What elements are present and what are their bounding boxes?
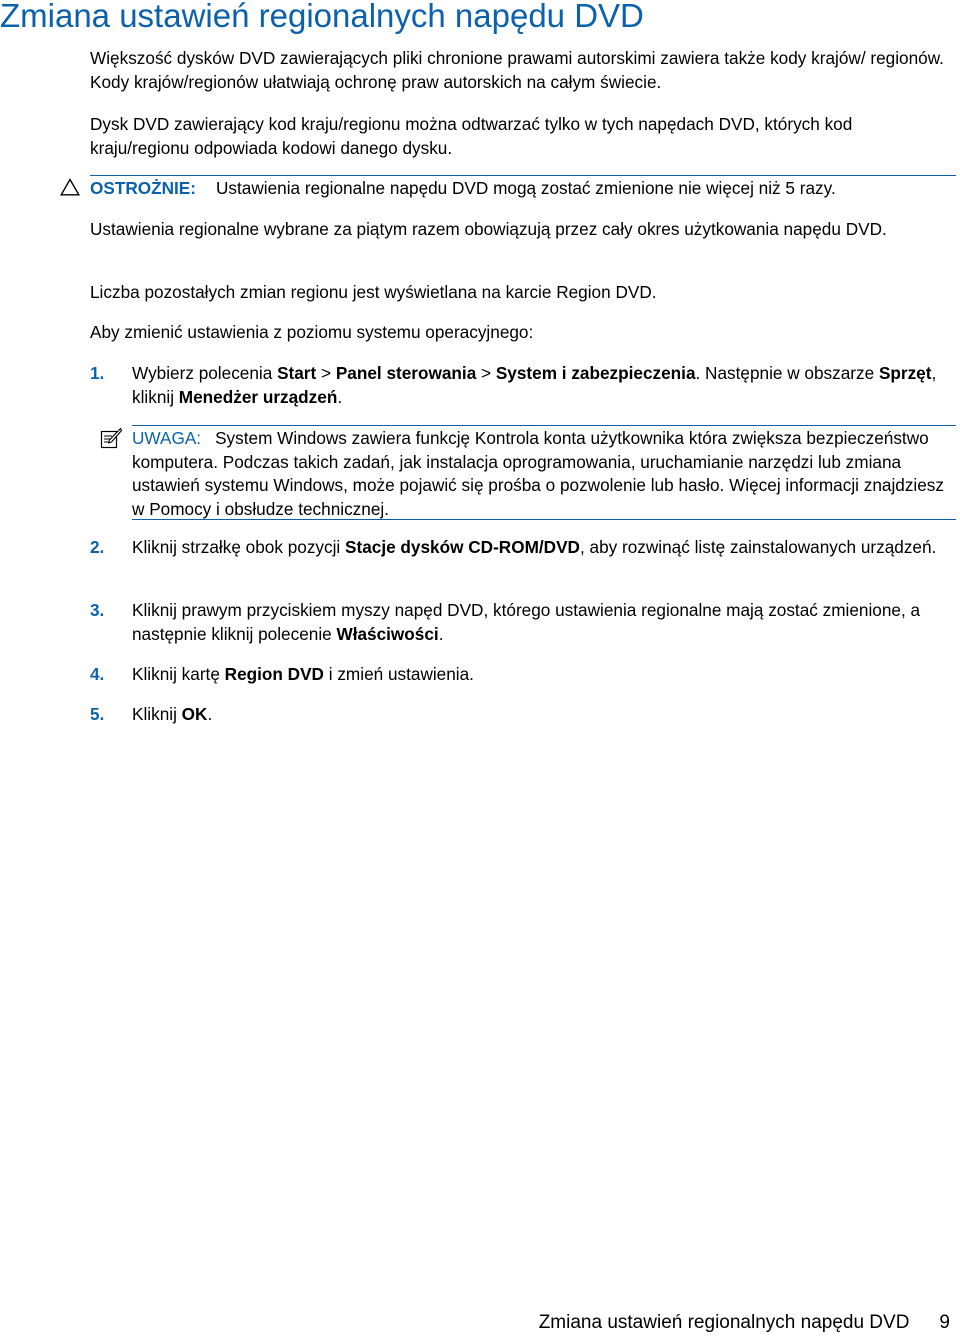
- paragraph-fifth-change: Ustawienia regionalne wybrane za piątym razem obowiązują przez cały okres użytkowania napędu DVD.: [90, 219, 887, 239]
- caution-triangle-icon: [60, 178, 80, 196]
- caution-box: [60, 173, 956, 207]
- step-text: i zmień ustawienia.: [323, 664, 474, 684]
- step-text: .: [207, 704, 213, 724]
- step-text: >: [476, 363, 496, 383]
- step-text: , kliknij: [132, 363, 937, 407]
- note-label: UWAGA:: [132, 428, 202, 448]
- ui-term-device-manager: Menedżer urządzeń: [178, 386, 338, 407]
- step-text: Kliknij: [132, 704, 182, 724]
- ui-term-system-security: System i zabezpieczenia: [495, 363, 696, 383]
- step-text: >: [316, 363, 336, 383]
- step-text: Wybierz polecenia: [132, 363, 278, 383]
- step-number: 3.: [90, 600, 105, 620]
- note-rule-top: [132, 425, 956, 426]
- ui-term-hardware: Sprzęt: [878, 363, 932, 383]
- step-text: Kliknij kartę: [132, 664, 225, 684]
- ui-term-properties: Właściwości: [336, 623, 439, 644]
- step-4-text: [132, 663, 956, 687]
- caution-text-line: [90, 177, 836, 201]
- ui-term-start: Start: [277, 363, 317, 383]
- paragraph-remaining-changes: Liczba pozostałych zmian regionu jest wyświetlana na karcie Region DVD.: [90, 282, 657, 302]
- note-text-block: [132, 427, 956, 521]
- step-text: .: [438, 623, 444, 644]
- ui-term-control-panel: Panel sterowania: [335, 363, 477, 383]
- ui-term-cdrom-drives: Stacje dysków CD-ROM/DVD: [345, 537, 580, 557]
- step-text: , aby rozwinąć listę zainstalowanych urządzeń.: [579, 537, 937, 557]
- caution-rule: [90, 175, 956, 176]
- caution-label: OSTROŻNIE:: [90, 178, 196, 198]
- note-rule-bottom: [132, 519, 956, 520]
- step-text: . Następnie w obszarze: [695, 363, 879, 383]
- paragraph-intro: Większość dysków DVD zawierających pliki chronione prawami autorskimi zawiera także kody krajów/ regionów. Kody krajów/regionów ułatwiają ochronę praw autorskich na całym świecie.: [90, 48, 944, 92]
- step-number: 1.: [90, 363, 105, 383]
- footer-title: Zmiana ustawień regionalnych napędu DVD: [538, 1312, 910, 1333]
- page-number: 9: [939, 1312, 950, 1333]
- page-footer: [539, 1310, 950, 1336]
- step-3-text: [132, 599, 956, 646]
- step-5-text: [132, 703, 956, 727]
- page-title: Zmiana ustawień regionalnych napędu DVD: [0, 0, 644, 34]
- step-1-text: [132, 362, 956, 409]
- step-text: .: [337, 386, 343, 407]
- paragraph-disc-region: Dysk DVD zawierający kod kraju/regionu można odtwarzać tylko w tych napędach DVD, których kod kraju/regionu odpowiada kodowi danego dysku.: [90, 114, 853, 158]
- step-2-text: [132, 536, 956, 560]
- step-text: Kliknij prawym przyciskiem myszy napęd DVD, którego ustawienia regionalne mają zostać zmienione, a następnie kliknij polecenie: [132, 600, 921, 644]
- step-number: 2.: [90, 537, 105, 557]
- ui-term-ok: OK: [181, 704, 208, 724]
- note-pencil-icon: [100, 427, 122, 449]
- caution-text: Ustawienia regionalne napędu DVD mogą zostać zmienione nie więcej niż 5 razy.: [216, 178, 836, 198]
- step-number: 4.: [90, 664, 105, 684]
- ui-term-region-dvd: Region DVD: [224, 664, 324, 684]
- step-number: 5.: [90, 704, 105, 724]
- note-text: System Windows zawiera funkcję Kontrola konta użytkownika która zwiększa bezpieczeństwo komputera. Podczas takich zadań, jak instalacja oprogramowania, uruchamianie narzędzi lub zmiana ustawień systemu Windows, może pojawić się prośba o pozwolenie lub hasło. Więcej informacji znajdziesz w Pomocy i obsłudze technicznej.: [132, 428, 944, 519]
- step-text: Kliknij strzałkę obok pozycji: [132, 537, 346, 557]
- note-box: [100, 423, 956, 520]
- paragraph-howto: Aby zmienić ustawienia z poziomu systemu operacyjnego:: [90, 322, 534, 342]
